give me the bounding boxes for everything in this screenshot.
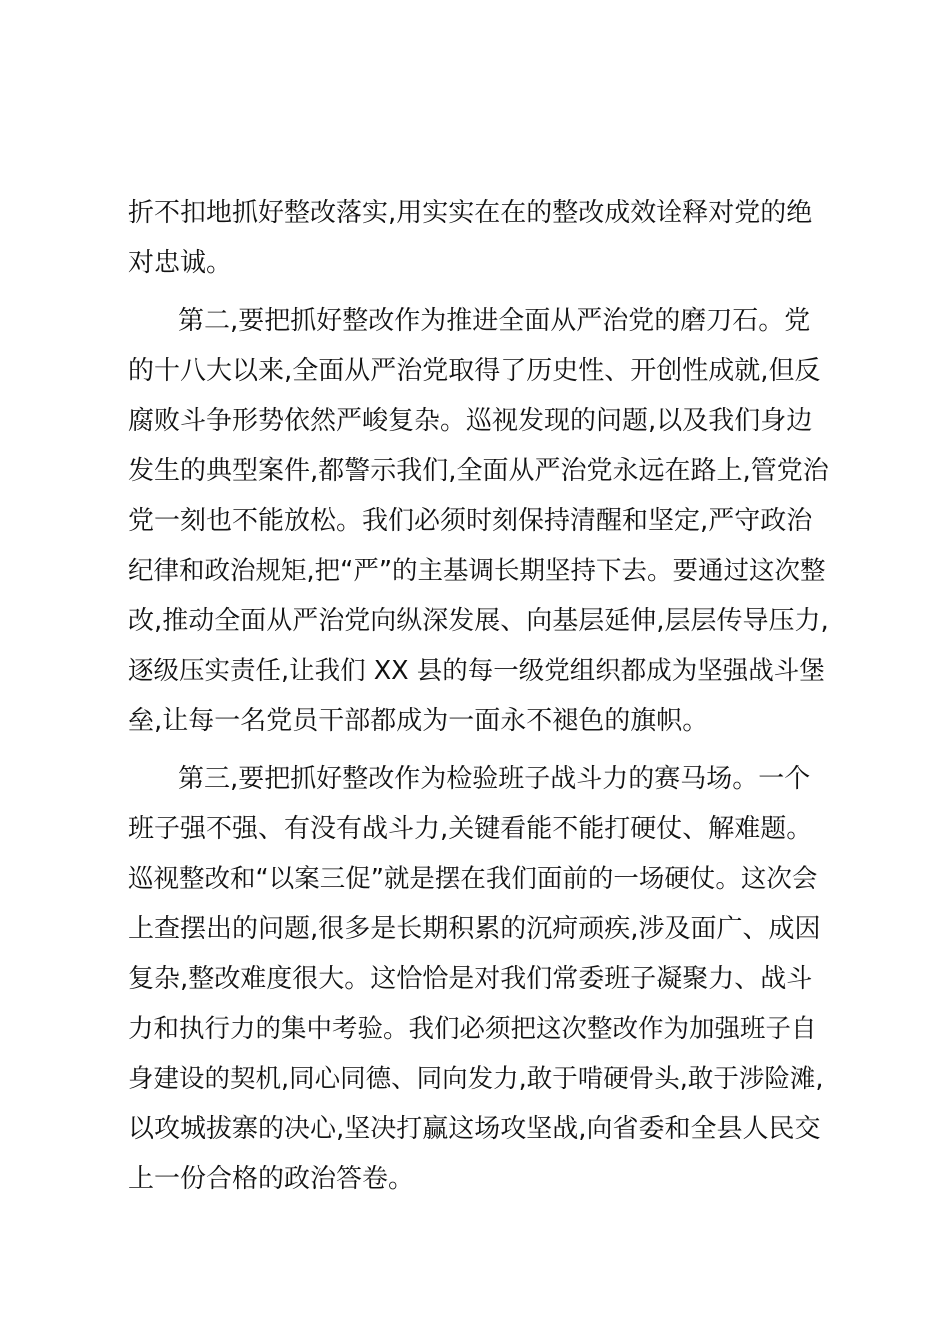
paragraph-3-line-7: 身建设的契机,同心同德、同向发力,敢于啃硬骨头,敢于涉险滩, — [128, 1064, 824, 1094]
paragraph-2-line-3: 腐败斗争形势依然严峻复杂。巡视发现的问题,以及我们身边 — [128, 406, 813, 436]
paragraph-3-line-4: 上查摆出的问题,很多是长期积累的沉疴顽疾,涉及面广、成因 — [128, 914, 821, 944]
paragraph-3-line-5: 复杂,整改难度很大。这恰恰是对我们常委班子凝聚力、战斗 — [128, 964, 813, 994]
paragraph-3-line-6: 力和执行力的集中考验。我们必须把这次整改作为加强班子自 — [128, 1014, 817, 1044]
paragraph-3-line-1: 第三,要把抓好整改作为检验班子战斗力的赛马场。一个 — [178, 764, 811, 794]
paragraph-2-line-2: 的十八大以来,全面从严治党取得了历史性、开创性成就,但反 — [128, 356, 821, 386]
paragraph-3-line-9: 上一份合格的政治答卷。 — [128, 1164, 415, 1194]
paragraph-2-line-1: 第二,要把抓好整改作为推进全面从严治党的磨刀石。党 — [178, 306, 811, 336]
paragraph-3-line-3: 巡视整改和“以案三促”就是摆在我们面前的一场硬仗。这次会 — [128, 864, 818, 894]
paragraph-2-line-6: 纪律和政治规矩,把“严”的主基调长期坚持下去。要通过这次整 — [128, 556, 826, 586]
paragraph-3-line-8: 以攻城拔寨的决心,坚决打赢这场攻坚战,向省委和全县人民交 — [128, 1114, 821, 1144]
paragraph-2-line-9: 垒,让每一名党员干部都成为一面永不褪色的旗帜。 — [128, 706, 709, 736]
paragraph-2-line-7: 改,推动全面从严治党向纵深发展、向基层延伸,层层传导压力, — [128, 606, 829, 636]
paragraph-1-line-2: 对忠诚。 — [128, 248, 233, 278]
paragraph-1-line-1: 折不扣地抓好整改落实,用实实在在的整改成效诠释对党的绝 — [128, 198, 813, 228]
paragraph-2-line-5: 党一刻也不能放松。我们必须时刻保持清醒和坚定,严守政治 — [128, 506, 813, 536]
paragraph-2-line-8: 逐级压实责任,让我们 XX 县的每一级党组织都成为坚强战斗堡 — [128, 656, 825, 686]
paragraph-3-line-2: 班子强不强、有没有战斗力,关键看能不能打硬仗、解难题。 — [128, 814, 813, 844]
paragraph-2-line-4: 发生的典型案件,都警示我们,全面从严治党永远在路上,管党治 — [128, 456, 829, 486]
